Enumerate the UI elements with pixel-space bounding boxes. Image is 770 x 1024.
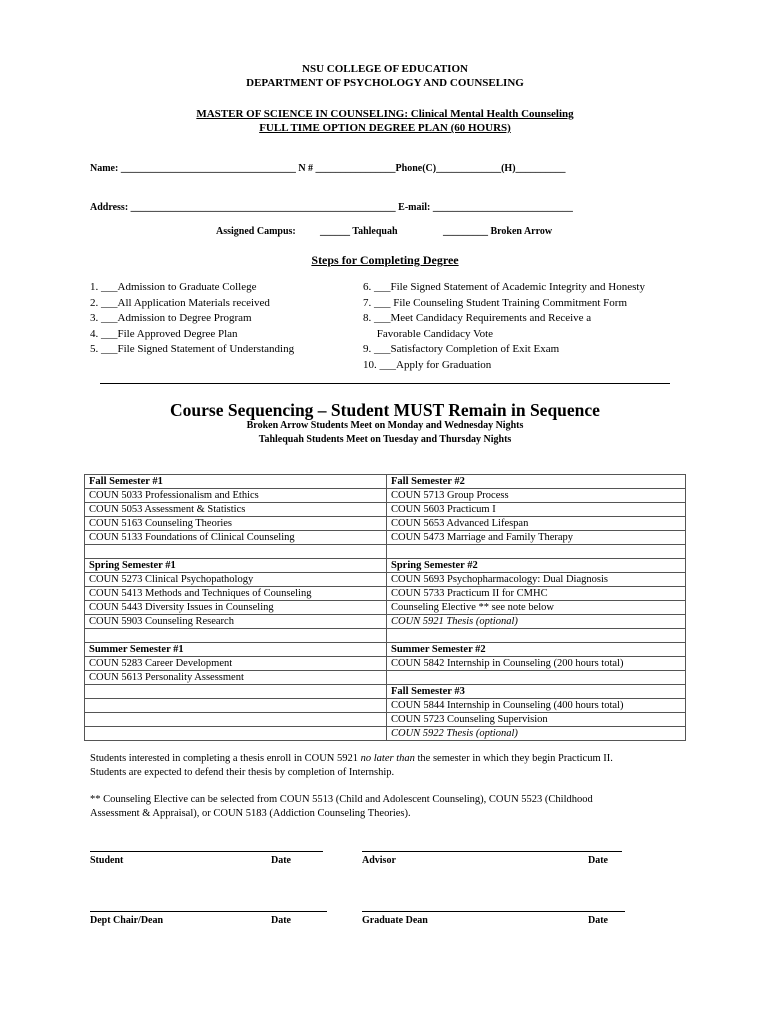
elective-note-line2: Assessment & Appraisal), or COUN 5183 (Addiction Counseling Theories). (90, 808, 411, 819)
table-row (85, 517, 686, 531)
course-cell: COUN 5922 Thesis (optional) (387, 727, 686, 741)
semester-header-cell: Summer Semester #2 (387, 643, 686, 657)
course-cell: COUN 5413 Methods and Techniques of Counseling (85, 587, 387, 601)
steps-heading (0, 253, 770, 268)
course-cell (387, 629, 686, 643)
step-item[interactable]: 2. ___All Application Materials received (90, 296, 270, 309)
course-cell (387, 671, 686, 685)
course-cell: COUN 5443 Diversity Issues in Counseling (85, 601, 387, 615)
assigned-campus-label: Assigned Campus: (216, 226, 296, 237)
grad-dean-date-label: Date (588, 915, 608, 926)
address-field-line[interactable]: Address: _____________________________________________________ E-mail: ____________________________ (90, 202, 573, 213)
course-cell (85, 713, 387, 727)
table-row (85, 657, 686, 671)
course-cell: COUN 5473 Marriage and Family Therapy (387, 531, 686, 545)
semester-header-cell: Spring Semester #1 (85, 559, 387, 573)
student-signature-line[interactable] (90, 851, 323, 852)
steps-left-column (90, 280, 294, 358)
table-row (85, 601, 686, 615)
table-row (85, 559, 686, 573)
table-row (85, 713, 686, 727)
section-divider (100, 383, 670, 384)
table-row (85, 489, 686, 503)
plan-title (0, 122, 770, 134)
table-row (85, 475, 686, 489)
thesis-note-part-b: the semester in which they begin Practicum II. (414, 753, 613, 764)
table-row (85, 531, 686, 545)
table-row (85, 699, 686, 713)
college-name: NSU COLLEGE OF EDUCATION (302, 63, 468, 75)
chair-date-label: Date (271, 915, 291, 926)
table-row (85, 685, 686, 699)
course-cell: COUN 5163 Counseling Theories (85, 517, 387, 531)
grad-dean-label: Graduate Dean (362, 915, 428, 926)
course-cell (85, 685, 387, 699)
advisor-label: Advisor (362, 855, 396, 866)
semester-header-cell: Spring Semester #2 (387, 559, 686, 573)
step-item[interactable]: 10. ___Apply for Graduation (363, 358, 492, 371)
semester-header-cell: Fall Semester #3 (387, 685, 686, 699)
tahlequah-schedule: Tahlequah Students Meet on Tuesday and Thursday Nights (258, 434, 512, 445)
table-row (85, 643, 686, 657)
course-cell (387, 545, 686, 559)
step-item[interactable]: Favorable Candidacy Vote (363, 327, 494, 340)
course-cell: COUN 5921 Thesis (optional) (387, 615, 686, 629)
plan-title-text: FULL TIME OPTION DEGREE PLAN (60 HOURS) (259, 122, 511, 134)
course-cell: COUN 5844 Internship in Counseling (400 hours total) (387, 699, 686, 713)
thesis-note-line2: Students are expected to defend their thesis by completion of Internship. (90, 767, 395, 778)
course-cell: COUN 5133 Foundations of Clinical Counseling (85, 531, 387, 545)
steps-right-column (363, 280, 645, 374)
course-cell: COUN 5713 Group Process (387, 489, 686, 503)
course-cell: COUN 5033 Professionalism and Ethics (85, 489, 387, 503)
step-item[interactable]: 3. ___Admission to Degree Program (90, 312, 252, 325)
course-cell: COUN 5053 Assessment & Statistics (85, 503, 387, 517)
table-row (85, 629, 686, 643)
step-item[interactable]: 6. ___File Signed Statement of Academic Integrity and Honesty (363, 281, 645, 293)
course-cell (85, 545, 387, 559)
step-item[interactable]: 1. ___Admission to Graduate College (90, 281, 257, 293)
student-label: Student (90, 855, 124, 866)
department-name: DEPARTMENT OF PSYCHOLOGY AND COUNSELING (246, 77, 524, 89)
sequencing-title: Course Sequencing – Student MUST Remain in Sequence (170, 400, 600, 420)
table-row (85, 671, 686, 685)
course-cell: COUN 5603 Practicum I (387, 503, 686, 517)
thesis-note-part-a: Students interested in completing a thesis enroll in COUN 5921 (90, 753, 361, 764)
program-title (0, 108, 770, 120)
semester-header-cell: Fall Semester #1 (85, 475, 387, 489)
course-cell: COUN 5903 Counseling Research (85, 615, 387, 629)
semester-header-cell: Summer Semester #1 (85, 643, 387, 657)
course-cell: Counseling Elective ** see note below (387, 601, 686, 615)
step-item[interactable]: 9. ___Satisfactory Completion of Exit Exam (363, 343, 560, 356)
table-row (85, 573, 686, 587)
elective-note-line1: ** Counseling Elective can be selected from COUN 5513 (Child and Adolescent Counseling), COUN 5523 (Childhood (90, 794, 593, 805)
thesis-note-line1 (90, 752, 613, 766)
table-row (85, 615, 686, 629)
table-row (85, 503, 686, 517)
advisor-signature-line[interactable] (362, 851, 622, 852)
course-cell: COUN 5283 Career Development (85, 657, 387, 671)
course-cell (85, 629, 387, 643)
campus-option-broken-arrow[interactable]: _________ Broken Arrow (443, 226, 553, 237)
table-row (85, 545, 686, 559)
degree-plan-table (84, 474, 686, 741)
step-item[interactable]: 7. ___ File Counseling Student Training Commitment Form (363, 296, 628, 309)
thesis-note-emphasis: no later than (360, 753, 415, 764)
campus-option-tahlequah[interactable]: ______ Tahlequah (320, 226, 398, 237)
step-item[interactable]: 8. ___Meet Candidacy Requirements and Receive a (363, 312, 592, 325)
course-cell: COUN 5842 Internship in Counseling (200 hours total) (387, 657, 686, 671)
course-cell (85, 699, 387, 713)
degree-plan-table-body (85, 475, 686, 741)
program-title-text: MASTER OF SCIENCE IN COUNSELING: Clinical Mental Health Counseling (196, 108, 574, 120)
course-cell (85, 727, 387, 741)
course-cell: COUN 5653 Advanced Lifespan (387, 517, 686, 531)
steps-heading-text: Steps for Completing Degree (311, 253, 459, 267)
step-item[interactable]: 5. ___File Signed Statement of Understanding (90, 343, 295, 356)
course-cell: COUN 5723 Counseling Supervision (387, 713, 686, 727)
course-cell: COUN 5273 Clinical Psychopathology (85, 573, 387, 587)
table-row (85, 727, 686, 741)
name-field-line[interactable]: Name: ___________________________________ N # ________________Phone(C)_____________(H)__________ (90, 163, 566, 174)
step-item[interactable]: 4. ___File Approved Degree Plan (90, 327, 238, 340)
advisor-date-label: Date (588, 855, 608, 866)
broken-arrow-schedule: Broken Arrow Students Meet on Monday and Wednesday Nights (246, 420, 524, 431)
table-row (85, 587, 686, 601)
student-date-label: Date (271, 855, 291, 866)
chair-signature-line[interactable] (90, 911, 327, 912)
grad-dean-signature-line[interactable] (362, 911, 625, 912)
course-cell: COUN 5733 Practicum II for CMHC (387, 587, 686, 601)
course-cell: COUN 5693 Psychopharmacology: Dual Diagnosis (387, 573, 686, 587)
semester-header-cell: Fall Semester #2 (387, 475, 686, 489)
course-cell: COUN 5613 Personality Assessment (85, 671, 387, 685)
dept-chair-label: Dept Chair/Dean (90, 915, 164, 926)
